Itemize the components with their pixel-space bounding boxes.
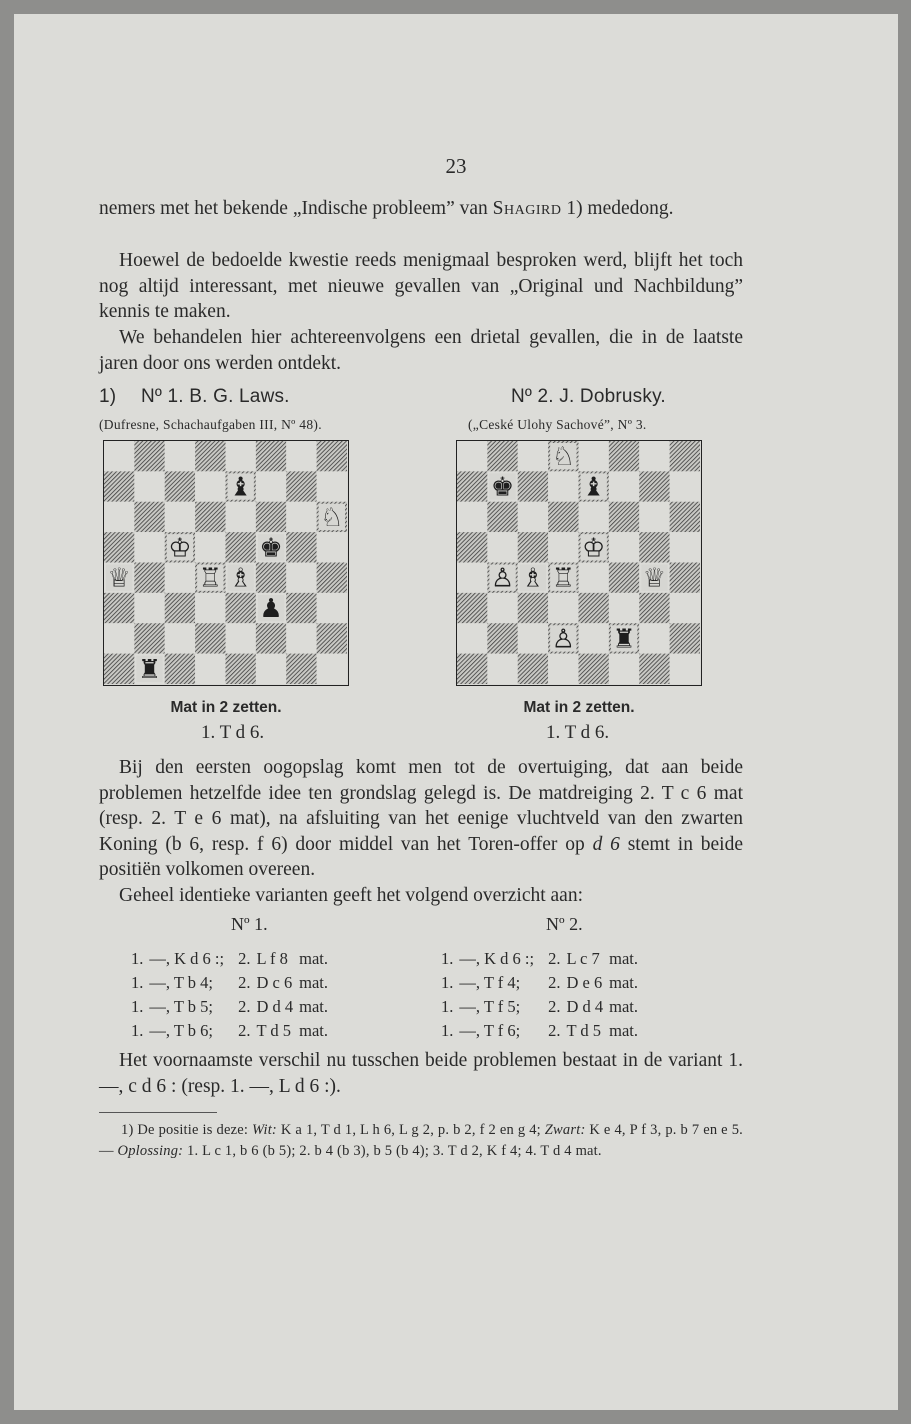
dark-square: [104, 471, 134, 501]
black-bishop-icon: ♝: [582, 472, 606, 503]
dark-square: [195, 502, 225, 532]
dark-square: [317, 623, 347, 653]
black-king-icon: ♚: [490, 472, 515, 503]
variation-cell: 1.: [131, 949, 144, 968]
footnote-text-3: K e 4, P f 3, p. b 7 en e 5. —: [99, 1122, 743, 1159]
light-square: [639, 623, 669, 653]
light-square: [286, 441, 316, 471]
paragraph-6: Het voornaamste verschil nu tusschen beide problemen bestaat in de variant 1. —, c d 6 : (resp. 1. —, L d 6 :).: [99, 1050, 743, 1097]
paragraph-1: [99, 196, 743, 222]
dark-square: [457, 593, 487, 623]
light-square: [134, 471, 164, 501]
variation-cell: 2.: [548, 1021, 561, 1040]
variation-cell: mat.: [609, 949, 639, 968]
light-square: [226, 502, 256, 532]
variation-cell: —, T f 6;: [459, 1021, 521, 1040]
page-number: 23: [445, 154, 467, 178]
dark-square: [226, 654, 256, 684]
variation-cell: —, T f 5;: [459, 997, 521, 1016]
variation-cell: 2.: [548, 949, 561, 968]
dark-square: [487, 441, 517, 471]
problem-1-source: (Dufresne, Schachaufgaben III, Nº 48).: [99, 417, 322, 432]
light-square: [165, 502, 195, 532]
light-square: [609, 593, 639, 623]
footnote-text-2: K a 1, T d 1, L h 6, L g 2, p. b 2, f 2 en g 4;: [276, 1122, 545, 1138]
dark-square: [256, 563, 286, 593]
problem-2-key-move: 1. T d 6.: [546, 722, 610, 743]
problem-1-heading: Nº 1. B. G. Laws.: [141, 386, 290, 407]
dark-square: [317, 441, 347, 471]
paragraph-1-text-a: nemers met het bekende „Indische probleem” van: [99, 198, 493, 219]
dark-square: [134, 441, 164, 471]
black-pawn-icon: ♟: [259, 594, 283, 625]
footnote-divider: [99, 1112, 217, 1113]
light-square: [317, 593, 347, 623]
variation-cell: T d 5: [256, 1021, 291, 1040]
light-square: [317, 471, 347, 501]
footnote-text-4: 1. L c 1, b 6 (b 5); 2. b 4 (b 3), b 5 (b 4); 3. T d 2, K f 4; 4. T d 4 mat.: [183, 1143, 602, 1159]
dark-square: [104, 654, 134, 684]
variation-cell: D c 6: [256, 973, 293, 992]
light-square: [548, 593, 578, 623]
light-square: [487, 532, 517, 562]
light-square: [256, 654, 286, 684]
dark-square: [457, 471, 487, 501]
white-knight-icon: ♘: [551, 442, 575, 473]
light-square: [165, 623, 195, 653]
variation-cell: T d 5: [566, 1021, 601, 1040]
variation-row: [441, 995, 644, 1019]
light-square: [518, 502, 548, 532]
variation-cell: —, T b 5;: [149, 997, 213, 1016]
variations-table-1: [131, 947, 334, 1043]
dark-square: [670, 502, 700, 532]
paragraph-2: Hoewel de bedoelde kwestie reeds menigmaal besproken werd, blijft het toch nog altijd interessant, met nieuwe gevallen van „Original und Nachbildung” kennis te maken.: [99, 250, 743, 322]
variation-cell: mat.: [299, 973, 329, 992]
light-square: [286, 563, 316, 593]
variation-cell: 1.: [131, 973, 144, 992]
footnote-text-1: 1) De positie is deze:: [121, 1122, 252, 1138]
light-square: [518, 441, 548, 471]
problem-2-caption: Mat in 2 zetten.: [523, 699, 635, 716]
dark-square: [165, 654, 195, 684]
variation-cell: D d 4: [566, 997, 604, 1016]
light-square: [639, 441, 669, 471]
dark-square: [317, 563, 347, 593]
paragraph-4-text-a: Bij den eersten oogopslag komt men tot de overtuiging, dat aan beide problemen hetzelfde idee ten grondslag gelegd is. De matdreiging 2. T c 6 mat (resp. 2. T e 6 mat), na afsluiting van het eenige vluchtveld van den zwarten Koning (b 6, resp. f 6) door middel van het Toren-offer op: [99, 757, 743, 855]
variation-cell: —, T f 4;: [459, 973, 521, 992]
light-square: [609, 532, 639, 562]
light-square: [286, 623, 316, 653]
dark-square: [518, 532, 548, 562]
white-king-icon: ♔: [168, 533, 192, 564]
variation-row: [131, 971, 334, 995]
light-square: [256, 471, 286, 501]
problem-2-heading: Nº 2. J. Dobrusky.: [511, 386, 666, 407]
light-square: [195, 471, 225, 501]
variation-cell: —, K d 6 :;: [459, 949, 535, 968]
variation-cell: D e 6: [566, 973, 603, 992]
chessboard-problem-1: [103, 440, 349, 686]
light-square: [165, 441, 195, 471]
variation-cell: L c 7: [566, 949, 600, 968]
paragraph-4: [99, 755, 743, 883]
light-square: [487, 654, 517, 684]
footnote: [99, 1120, 743, 1162]
variation-cell: mat.: [609, 973, 639, 992]
light-square: [670, 593, 700, 623]
light-square: [457, 563, 487, 593]
variation-cell: mat.: [609, 1021, 639, 1040]
white-queen-icon: ♕: [107, 563, 131, 594]
variation-cell: mat.: [299, 1021, 329, 1040]
paragraph-5: Geheel identieke varianten geeft het volgend overzicht aan:: [119, 885, 583, 906]
dark-square: [579, 593, 609, 623]
dark-square: [457, 654, 487, 684]
light-square: [670, 654, 700, 684]
dark-square: [286, 654, 316, 684]
dark-square: [609, 502, 639, 532]
light-square: [104, 623, 134, 653]
variation-cell: 2.: [238, 973, 251, 992]
dark-square: [286, 532, 316, 562]
variation-cell: 1.: [441, 997, 454, 1016]
dark-square: [134, 563, 164, 593]
dark-square: [226, 532, 256, 562]
light-square: [165, 563, 195, 593]
white-pawn-icon: ♙: [490, 563, 515, 594]
light-square: [670, 471, 700, 501]
variation-cell: 2.: [548, 973, 561, 992]
white-queen-icon: ♕: [642, 563, 667, 594]
light-square: [226, 623, 256, 653]
white-pawn-icon: ♙: [551, 624, 575, 655]
light-square: [317, 654, 347, 684]
variation-cell: mat.: [609, 997, 639, 1016]
white-rook-icon: ♖: [198, 563, 222, 594]
light-square: [670, 532, 700, 562]
board-grid: [457, 441, 700, 684]
light-square: [548, 532, 578, 562]
light-square: [195, 532, 225, 562]
light-square: [579, 502, 609, 532]
variation-row: [441, 947, 644, 971]
light-square: [548, 471, 578, 501]
dark-square: [579, 654, 609, 684]
variation-cell: L f 8: [256, 949, 288, 968]
footnote-label-wit: Wit:: [251, 1122, 277, 1138]
variation-cell: 2.: [238, 997, 251, 1016]
light-square: [579, 441, 609, 471]
white-bishop-icon: ♗: [521, 563, 545, 594]
overview-2-label: Nº 2.: [546, 914, 583, 934]
dark-square: [639, 471, 669, 501]
dark-square: [639, 654, 669, 684]
dark-square: [639, 532, 669, 562]
black-rook-icon: ♜: [612, 624, 636, 655]
variations-table-2: [441, 947, 644, 1043]
dark-square: [518, 593, 548, 623]
problem-1-caption: Mat in 2 zetten.: [170, 699, 282, 716]
dark-square: [609, 563, 639, 593]
black-king-icon: ♚: [259, 533, 283, 564]
dark-square: [226, 593, 256, 623]
light-square: [457, 502, 487, 532]
dark-square: [518, 654, 548, 684]
light-square: [639, 502, 669, 532]
white-rook-icon: ♖: [551, 563, 575, 594]
variation-row: [131, 1019, 334, 1043]
black-rook-icon: ♜: [137, 654, 162, 684]
chessboard-problem-2: [456, 440, 702, 686]
variation-cell: 2.: [238, 949, 251, 968]
dark-square: [104, 593, 134, 623]
variation-cell: 2.: [548, 997, 561, 1016]
light-square: [104, 502, 134, 532]
dark-square: [256, 502, 286, 532]
author-name-shagird: Shagird: [492, 198, 562, 219]
dark-square: [104, 532, 134, 562]
variation-cell: mat.: [299, 997, 329, 1016]
board-grid: [104, 441, 347, 684]
dark-square: [518, 471, 548, 501]
problem-2-source: („Ceské Ulohy Sachové”, Nº 3.: [468, 417, 647, 432]
variation-row: [131, 995, 334, 1019]
dark-square: [487, 502, 517, 532]
dark-square: [670, 623, 700, 653]
dark-square: [134, 502, 164, 532]
light-square: [609, 654, 639, 684]
footnote-label-zwart: Zwart:: [544, 1122, 586, 1138]
dark-square: [548, 502, 578, 532]
dark-square: [256, 441, 286, 471]
light-square: [195, 654, 225, 684]
dark-square: [609, 441, 639, 471]
overview-1-label: Nº 1.: [231, 914, 268, 934]
variation-cell: —, K d 6 :;: [149, 949, 225, 968]
variation-cell: 1.: [441, 1021, 454, 1040]
variation-cell: 1.: [131, 997, 144, 1016]
light-square: [457, 441, 487, 471]
light-square: [286, 502, 316, 532]
light-square: [579, 563, 609, 593]
light-square: [579, 623, 609, 653]
light-square: [487, 593, 517, 623]
variation-cell: 1.: [441, 973, 454, 992]
variation-row: [131, 947, 334, 971]
dark-square: [134, 623, 164, 653]
black-bishop-icon: ♝: [229, 472, 253, 503]
light-square: [226, 441, 256, 471]
light-square: [317, 532, 347, 562]
variation-cell: D d 4: [256, 997, 294, 1016]
variation-cell: mat.: [299, 949, 329, 968]
light-square: [195, 593, 225, 623]
light-square: [609, 471, 639, 501]
dark-square: [487, 623, 517, 653]
footnote-marker: 1): [99, 386, 117, 407]
light-square: [104, 441, 134, 471]
paragraph-1-text-b: 1) mededong.: [561, 198, 674, 219]
white-bishop-icon: ♗: [229, 563, 253, 594]
variation-cell: 1.: [441, 949, 454, 968]
light-square: [134, 532, 164, 562]
variation-cell: 2.: [238, 1021, 251, 1040]
paragraph-4-text-b: stemt in beide positiën volkomen overeen.: [99, 833, 743, 880]
variation-row: [441, 1019, 644, 1043]
problem-1-key-move: 1. T d 6.: [201, 722, 265, 743]
book-page: [14, 14, 898, 1410]
white-king-icon: ♔: [582, 533, 606, 564]
dark-square: [165, 471, 195, 501]
dark-square: [670, 563, 700, 593]
light-square: [518, 623, 548, 653]
dark-square: [639, 593, 669, 623]
dark-square: [286, 593, 316, 623]
dark-square: [256, 623, 286, 653]
dark-square: [457, 532, 487, 562]
paragraph-4-square: d 6: [592, 833, 620, 855]
variation-row: [441, 971, 644, 995]
white-knight-icon: ♘: [320, 502, 344, 533]
dark-square: [165, 593, 195, 623]
variation-cell: —, T b 4;: [149, 973, 213, 992]
light-square: [134, 593, 164, 623]
variation-cell: 1.: [131, 1021, 144, 1040]
footnote-label-oplossing: Oplossing:: [117, 1143, 184, 1159]
light-square: [548, 654, 578, 684]
dark-square: [286, 471, 316, 501]
variation-cell: —, T b 6;: [149, 1021, 213, 1040]
light-square: [457, 623, 487, 653]
dark-square: [670, 441, 700, 471]
paragraph-3: We behandelen hier achtereenvolgens een drietal gevallen, die in de laatste jaren door ons werden ontdekt.: [99, 327, 743, 374]
dark-square: [195, 441, 225, 471]
dark-square: [195, 623, 225, 653]
